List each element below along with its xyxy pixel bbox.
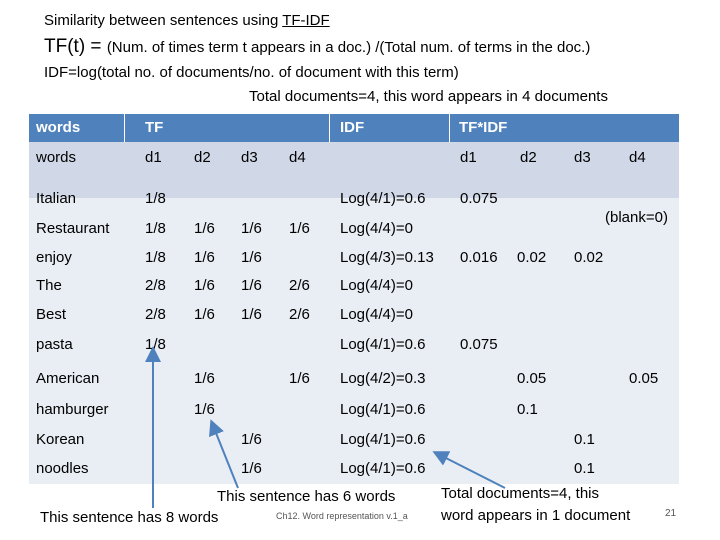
tf-cell: 1/8 [145,336,166,353]
tfidf-cell: 0.075 [460,336,498,353]
total-documents-note: Total documents=4, this word appears in 4 documents [249,88,608,105]
row-word: noodles [36,460,89,477]
row-word: pasta [36,336,73,353]
idf-cell: Log(4/4)=0 [340,277,413,294]
header-divider [124,114,125,142]
note-eight-words: This sentence has 8 words [40,509,219,526]
header-words: words [36,119,81,136]
tf-cell: 1/6 [194,370,215,387]
tf-cell: 1/6 [289,370,310,387]
tf-cell: 1/6 [194,249,215,266]
idf-cell: Log(4/1)=0.6 [340,460,426,477]
header-idf: IDF [340,119,365,136]
row-word: hamburger [36,401,109,418]
tfidf-cell: 0.075 [460,190,498,207]
tf-cell: 1/6 [241,277,262,294]
tfidf-cell: 0.02 [517,249,547,266]
tfidf-cell: 0.05 [629,370,659,387]
header-divider [449,114,450,142]
subheader-tfidf-doc: d1 [460,149,477,166]
slide-title [44,12,330,29]
tf-cell: 1/6 [241,431,262,448]
tf-def-rest: (Num. of times term t appears in a doc.) /(Total num. of terms in the doc.) [106,39,591,56]
tf-cell: 1/8 [145,190,166,207]
tf-cell: 1/6 [241,249,262,266]
tfidf-cell: 0.1 [517,401,538,418]
tf-def-main: TF(t) = [44,36,107,57]
idf-cell: Log(4/3)=0.13 [340,249,434,266]
tf-cell: 1/6 [289,220,310,237]
header-tfidf: TF*IDF [459,119,508,136]
tf-cell: 1/6 [194,401,215,418]
row-word: Italian [36,190,77,207]
page-number: 21 [665,508,677,519]
blank-note: (blank=0) [605,209,668,226]
row-word: Korean [36,431,85,448]
tf-cell: 1/8 [145,220,166,237]
subheader-tfidf-doc: d3 [574,149,591,166]
tf-cell: 1/6 [241,220,262,237]
tf-cell: 2/8 [145,306,166,323]
subheader-words: words [36,149,77,166]
tf-cell: 2/8 [145,277,166,294]
subheader-tfidf-doc: d4 [629,149,646,166]
row-word: American [36,370,100,387]
tfidf-cell: 0.1 [574,431,595,448]
idf-cell: Log(4/1)=0.6 [340,336,426,353]
note-documents-line1: Total documents=4, this [441,485,600,502]
idf-cell: Log(4/1)=0.6 [340,401,426,418]
tfidf-cell: 0.016 [460,249,498,266]
idf-cell: Log(4/4)=0 [340,306,413,323]
header-divider [329,114,330,142]
footer-text: Ch12. Word representation v.1_a [276,511,408,521]
title-underlined: TF-IDF [282,12,330,29]
idf-definition: IDF=log(total no. of documents/no. of document with this term) [44,64,459,81]
row-word: Restaurant [36,220,110,237]
tf-cell: 1/6 [194,306,215,323]
idf-cell: Log(4/1)=0.6 [340,431,426,448]
tf-cell: 1/8 [145,249,166,266]
header-tf: TF [145,119,164,136]
tf-cell: 2/6 [289,306,310,323]
title-prefix: Similarity between sentences using [44,12,283,29]
tfidf-cell: 0.1 [574,460,595,477]
idf-cell: Log(4/1)=0.6 [340,190,426,207]
row-word: enjoy [36,249,72,266]
note-documents-line2: word appears in 1 document [441,507,631,524]
subheader-tf-doc: d2 [194,149,211,166]
tfidf-table [29,114,679,484]
row-word: Best [36,306,67,323]
note-six-words: This sentence has 6 words [217,488,396,505]
tf-cell: 1/6 [241,460,262,477]
subheader-tf-doc: d3 [241,149,258,166]
tf-cell: 1/6 [194,277,215,294]
idf-cell: Log(4/2)=0.3 [340,370,426,387]
tfidf-cell: 0.05 [517,370,547,387]
subheader-tfidf-doc: d2 [520,149,537,166]
tf-cell: 1/6 [241,306,262,323]
tf-cell: 1/6 [194,220,215,237]
tf-cell: 2/6 [289,277,310,294]
tf-definition [44,36,590,58]
idf-cell: Log(4/4)=0 [340,220,413,237]
subheader-tf-doc: d1 [145,149,162,166]
row-word: The [36,277,62,294]
tfidf-cell: 0.02 [574,249,604,266]
subheader-tf-doc: d4 [289,149,306,166]
